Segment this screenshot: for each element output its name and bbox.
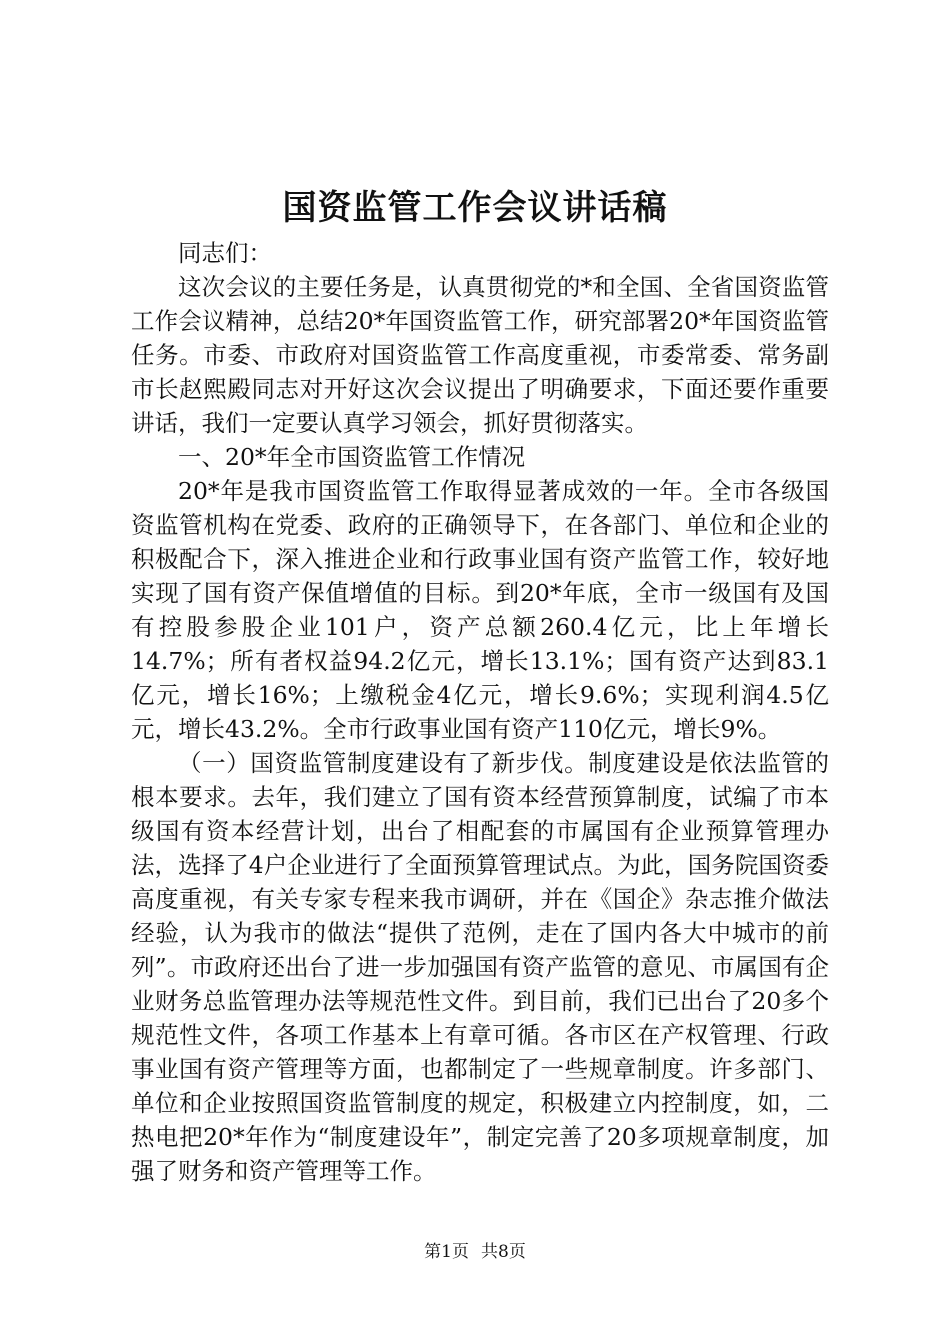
paragraph-intro: 这次会议的主要任务是，认真贯彻党的*和全国、全省国资监管工作会议精神，总结20*年国资监管工作，研究部署20*年国资监管任务。市委、市政府对国资监管工作高度重视，市委常委、常务副市长赵熙殿同志对开好这次会议提出了明确要求，下面还要作重要讲话，我们一定要认真学习领会，抓好贯彻落实。	[131, 273, 829, 437]
page-number: 第1页	[424, 1242, 469, 1262]
section-heading-1: 一、20*年全市国资监管工作情况	[178, 443, 526, 471]
salutation: 同志们：	[178, 239, 272, 267]
page-footer	[0, 1240, 950, 1264]
paragraph-summary: 20*年是我市国资监管工作取得显著成效的一年。全市各级国资监管机构在党委、政府的正确领导下，在各部门、单位和企业的积极配合下，深入推进企业和行政事业国有资产监管工作，较好地实现了国有资产保值增值的目标。到20*年底，全市一级国有及国有控股参股企业101户，资产总额260.4亿元，比上年增长14.7%；所有者权益94.2亿元，增长13.1%；国有资产达到83.1亿元，增长16%；上缴税金4亿元，增长9.6%；实现利润4.5亿元，增长43.2%。全市行政事业国有资产110亿元，增长9%。	[131, 477, 829, 743]
page-total: 共8页	[481, 1242, 526, 1262]
paragraph-subsection-1: （一）国资监管制度建设有了新步伐。制度建设是依法监管的根本要求。去年，我们建立了国有资本经营预算制度，试编了市本级国有资本经营计划，出台了相配套的市属国有企业预算管理办法，选择了4户企业进行了全面预算管理试点。为此，国务院国资委高度重视，有关专家专程来我市调研，并在《国企》杂志推介做法经验，认为我市的做法“提供了范例，走在了国内各大中城市的前列”。市政府还出台了进一步加强国有资产监管的意见、市属国有企业财务总监管理办法等规范性文件。到目前，我们已出台了20多个规范性文件，各项工作基本上有章可循。各市区在产权管理、行政事业国有资产管理等方面，也都制定了一些规章制度。许多部门、单位和企业按照国资监管制度的规定，积极建立内控制度，如，二热电把20*年作为“制度建设年”，制定完善了20多项规章制度，加强了财务和资产管理等工作。	[131, 749, 829, 1185]
document-body	[131, 236, 829, 1188]
document-title: 国资监管工作会议讲话稿	[282, 188, 668, 228]
